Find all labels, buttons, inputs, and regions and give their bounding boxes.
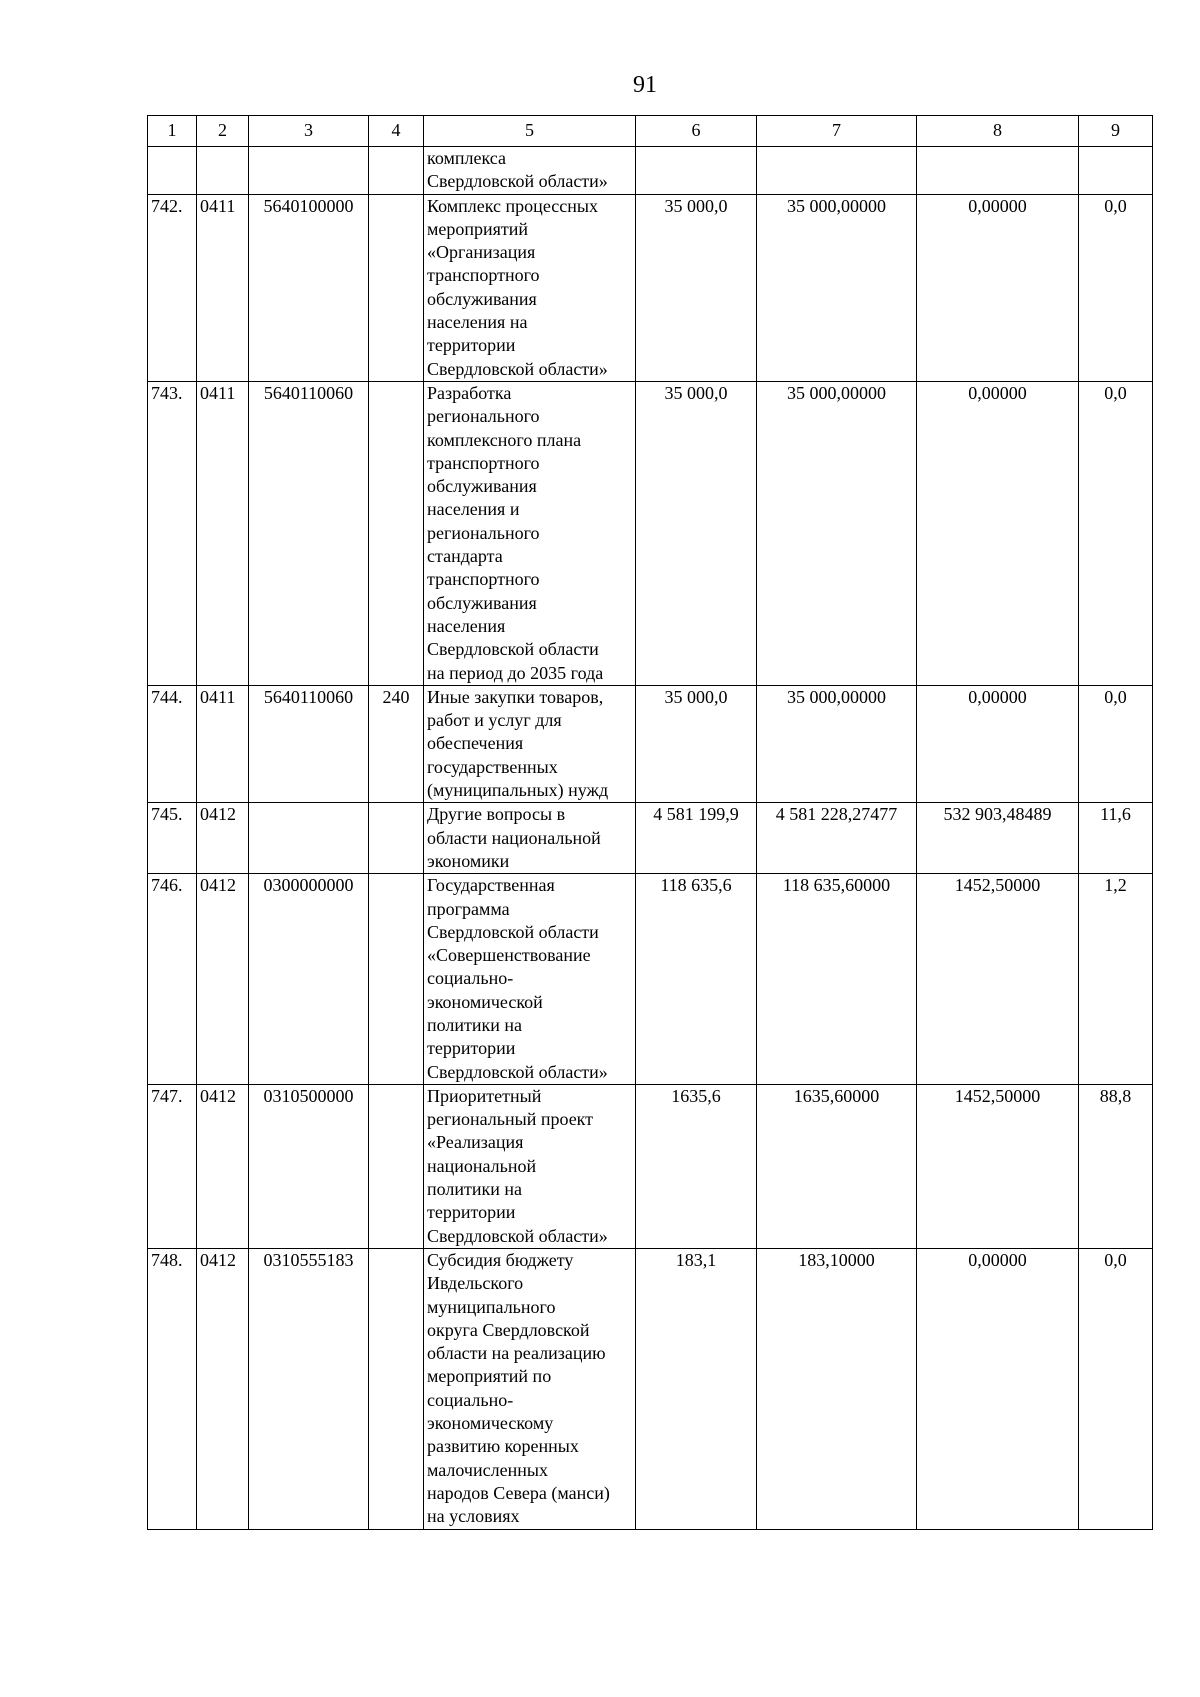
description-line: политики на (427, 1179, 523, 1200)
description-line: на условиях (427, 1506, 520, 1527)
description-line: населения (427, 615, 506, 636)
description-line: комплексного плана (427, 429, 582, 450)
description-line: Другие вопросы в (427, 804, 566, 825)
value-col6-cell: 35 000,0 (636, 685, 757, 802)
description-cell (424, 874, 636, 1085)
description-line: развитию коренных (427, 1436, 579, 1457)
description-line: экономической (427, 991, 543, 1012)
row-number-cell: 744. (148, 685, 197, 802)
target-article-cell: 5640100000 (249, 194, 369, 381)
expense-type-cell (369, 381, 424, 685)
description-line: «Реализация (427, 1132, 524, 1153)
section-code-cell: 0411 (197, 685, 249, 802)
description-line: обеспечения (427, 733, 524, 754)
table-row (148, 381, 1153, 685)
expense-type-cell: 240 (369, 685, 424, 802)
description-line: работ и услуг для (427, 710, 562, 731)
description-line: Разработка (427, 382, 512, 403)
value-col6-cell: 35 000,0 (636, 194, 757, 381)
description-line: обслуживания (427, 476, 537, 497)
description-line: Свердловской области» (427, 1225, 608, 1246)
description-line: государственных (427, 756, 558, 777)
description-line: территории (427, 1038, 516, 1059)
description-line: экономическому (427, 1413, 554, 1434)
description-line: народов Севера (манси) (427, 1482, 610, 1503)
expense-type-cell (369, 194, 424, 381)
value-col7-cell: 118 635,60000 (757, 874, 917, 1085)
column-header-3: 3 (249, 116, 369, 147)
description-cell (424, 685, 636, 802)
description-line: обслуживания (427, 592, 537, 613)
value-col6-cell: 4 581 199,9 (636, 803, 757, 874)
column-header-8: 8 (917, 116, 1079, 147)
target-article-cell: 0310555183 (249, 1248, 369, 1529)
description-line: экономики (427, 850, 510, 871)
expense-type-cell (369, 147, 424, 195)
value-col9-cell: 0,0 (1079, 1248, 1153, 1529)
description-line: «Совершенствование (427, 945, 591, 966)
description-cell (424, 147, 636, 195)
value-col9-cell (1079, 147, 1153, 195)
description-line: малочисленных (427, 1459, 548, 1480)
column-header-9: 9 (1079, 116, 1153, 147)
value-col6-cell: 35 000,0 (636, 381, 757, 685)
description-line: на период до 2035 года (427, 662, 604, 683)
row-number-cell: 746. (148, 874, 197, 1085)
target-article-cell (249, 147, 369, 195)
value-col9-cell: 0,0 (1079, 685, 1153, 802)
value-col8-cell: 1452,50000 (917, 874, 1079, 1085)
value-col7-cell: 183,10000 (757, 1248, 917, 1529)
header-row (148, 116, 1153, 147)
description-cell (424, 1248, 636, 1529)
row-number-cell: 745. (148, 803, 197, 874)
description-line: (муниципальных) нужд (427, 780, 609, 801)
section-code-cell: 0411 (197, 381, 249, 685)
description-line: транспортного (427, 569, 540, 590)
section-code-cell: 0412 (197, 803, 249, 874)
description-line: комплекса (427, 148, 506, 168)
description-line: муниципального (427, 1296, 556, 1317)
value-col9-cell: 88,8 (1079, 1084, 1153, 1248)
table-row (148, 1084, 1153, 1248)
description-line: Комплекс процессных (427, 195, 598, 216)
target-article-cell (249, 803, 369, 874)
description-line: Приоритетный (427, 1085, 542, 1106)
description-line: Свердловской области (427, 921, 599, 942)
value-col9-cell: 0,0 (1079, 381, 1153, 685)
target-article-cell: 0310500000 (249, 1084, 369, 1248)
column-header-1: 1 (148, 116, 197, 147)
description-line: населения на (427, 312, 528, 333)
section-code-cell: 0412 (197, 1248, 249, 1529)
description-line: мероприятий (427, 218, 529, 239)
value-col6-cell (636, 147, 757, 195)
description-line: социально- (427, 968, 514, 989)
section-code-cell: 0412 (197, 1084, 249, 1248)
description-line: транспортного (427, 452, 540, 473)
description-line: Субсидия бюджету (427, 1249, 574, 1270)
table-row (148, 194, 1153, 381)
description-line: транспортного (427, 265, 540, 286)
description-line: Иные закупки товаров, (427, 686, 604, 707)
expense-type-cell (369, 803, 424, 874)
table-row (148, 1248, 1153, 1529)
expense-type-cell (369, 874, 424, 1085)
description-line: региональный проект (427, 1109, 594, 1130)
column-header-6: 6 (636, 116, 757, 147)
target-article-cell: 5640110060 (249, 685, 369, 802)
value-col6-cell: 183,1 (636, 1248, 757, 1529)
value-col8-cell: 0,00000 (917, 1248, 1079, 1529)
page-number: 91 (633, 72, 657, 98)
expense-type-cell (369, 1248, 424, 1529)
description-line: регионального (427, 522, 540, 543)
description-cell (424, 194, 636, 381)
value-col7-cell: 35 000,00000 (757, 194, 917, 381)
column-header-7: 7 (757, 116, 917, 147)
value-col8-cell: 0,00000 (917, 194, 1079, 381)
value-col8-cell: 0,00000 (917, 381, 1079, 685)
description-cell (424, 1084, 636, 1248)
budget-table (147, 115, 1153, 1530)
target-article-cell: 5640110060 (249, 381, 369, 685)
row-number-cell: 743. (148, 381, 197, 685)
description-line: Ивдельского (427, 1273, 524, 1294)
description-cell (424, 381, 636, 685)
value-col8-cell: 532 903,48489 (917, 803, 1079, 874)
value-col7-cell: 35 000,00000 (757, 381, 917, 685)
column-header-4: 4 (369, 116, 424, 147)
value-col7-cell: 35 000,00000 (757, 685, 917, 802)
target-article-cell: 0300000000 (249, 874, 369, 1085)
value-col9-cell: 11,6 (1079, 803, 1153, 874)
row-number-cell: 748. (148, 1248, 197, 1529)
description-line: Свердловской области» (427, 358, 608, 379)
description-line: стандарта (427, 546, 503, 567)
description-line: Свердловской области (427, 639, 599, 660)
row-number-cell: 747. (148, 1084, 197, 1248)
table-row (148, 685, 1153, 802)
description-line: территории (427, 1202, 516, 1223)
value-col9-cell: 1,2 (1079, 874, 1153, 1085)
table-row (148, 803, 1153, 874)
description-line: социально- (427, 1389, 514, 1410)
description-cell (424, 803, 636, 874)
description-line: Свердловской области» (427, 1061, 608, 1082)
value-col8-cell (917, 147, 1079, 195)
column-header-5: 5 (424, 116, 636, 147)
value-col8-cell: 0,00000 (917, 685, 1079, 802)
expense-type-cell (369, 1084, 424, 1248)
column-header-2: 2 (197, 116, 249, 147)
value-col6-cell: 1635,6 (636, 1084, 757, 1248)
description-line: Свердловской области» (427, 171, 608, 192)
description-line: «Организация (427, 242, 536, 263)
section-code-cell: 0412 (197, 874, 249, 1085)
description-line: Государственная (427, 875, 555, 896)
description-line: области национальной (427, 827, 601, 848)
value-col9-cell: 0,0 (1079, 194, 1153, 381)
description-line: мероприятий по (427, 1366, 552, 1387)
value-col7-cell: 1635,60000 (757, 1084, 917, 1248)
section-code-cell: 0411 (197, 194, 249, 381)
description-line: программа (427, 898, 510, 919)
value-col6-cell: 118 635,6 (636, 874, 757, 1085)
description-line: обслуживания (427, 288, 537, 309)
section-code-cell (197, 147, 249, 195)
table-body (148, 147, 1153, 1530)
description-line: политики на (427, 1014, 523, 1035)
row-number-cell: 742. (148, 194, 197, 381)
description-line: территории (427, 335, 516, 356)
description-line: округа Свердловской (427, 1319, 590, 1340)
description-line: населения и (427, 499, 520, 520)
description-line: регионального (427, 406, 540, 427)
row-number-cell (148, 147, 197, 195)
table-row (148, 147, 1153, 195)
value-col8-cell: 1452,50000 (917, 1084, 1079, 1248)
table-row (148, 874, 1153, 1085)
value-col7-cell (757, 147, 917, 195)
value-col7-cell: 4 581 228,27477 (757, 803, 917, 874)
description-line: области на реализацию (427, 1343, 606, 1364)
description-line: национальной (427, 1155, 537, 1176)
